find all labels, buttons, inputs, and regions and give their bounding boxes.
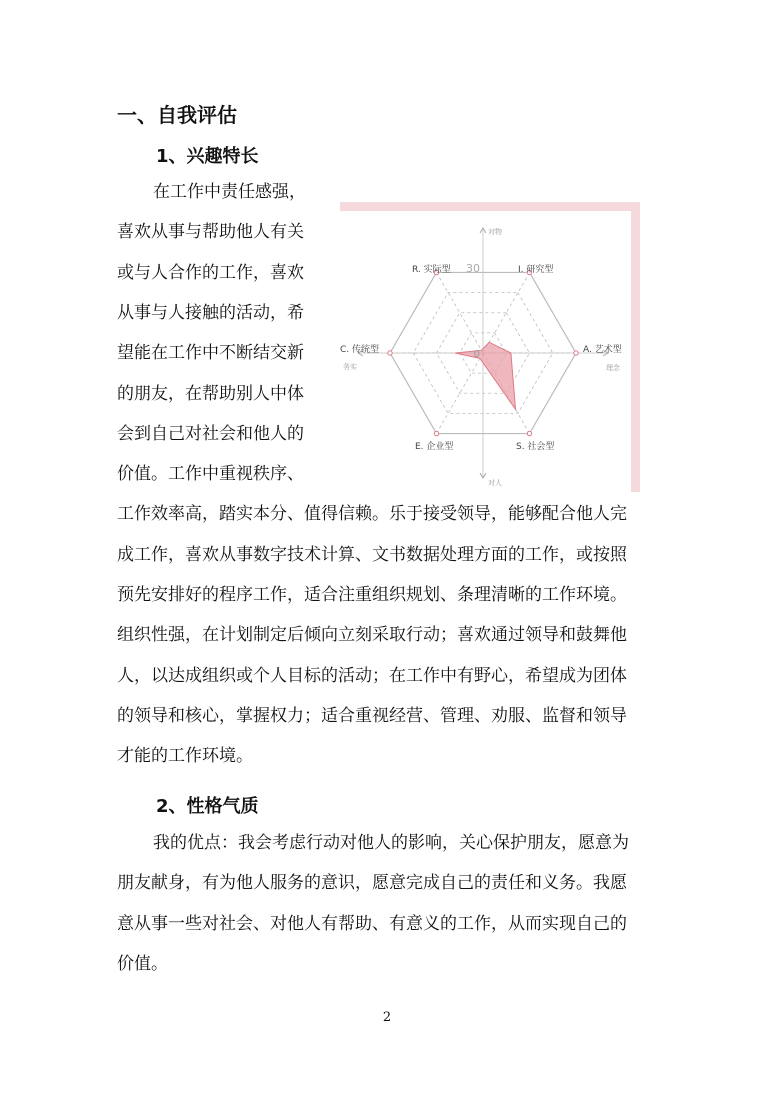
- radar-data-area: [455, 342, 515, 409]
- radar-axis-label: R. 实际型: [412, 265, 451, 275]
- text-line: 从事与人接触的活动，希: [117, 302, 304, 323]
- radar-tick-label: 30: [466, 262, 480, 275]
- text-line: 朋友献身，有为他人服务的意识，愿意完成自己的责任和义务。我愿: [117, 873, 627, 894]
- radar-vertex-marker: [434, 431, 438, 435]
- direction-label-left: 务实: [343, 363, 357, 371]
- direction-label-bottom: 对人: [488, 479, 502, 487]
- text-line: 在工作中责任感强，: [153, 182, 306, 202]
- text-line: 意从事一些对社会、对他人有帮助、有意义的工作，从而实现自己的: [117, 913, 627, 934]
- text-line: 组织性强，在计划制定后倾向立刻采取行动；喜欢通过领导和鼓舞他: [117, 625, 627, 646]
- text-line: 我的优点：我会考虑行动对他人的影响，关心保护朋友，愿意为: [153, 833, 629, 853]
- holland-radar-chart: [340, 218, 630, 488]
- radar-vertex-marker: [574, 351, 578, 355]
- radar-axis-label: A. 艺术型: [583, 345, 622, 355]
- subsection-title-personality: 2、性格气质: [156, 796, 259, 817]
- frame-top-bar: [340, 202, 640, 211]
- radar-axis-label: I. 研究型: [518, 265, 554, 275]
- subsection-title-interests: 1、兴趣特长: [156, 146, 259, 167]
- radar-vertex-marker: [527, 431, 531, 435]
- text-line: 会到自己对社会和他人的: [117, 423, 304, 444]
- text-line: 或与人合作的工作，喜欢: [117, 262, 304, 283]
- text-line: 工作效率高，踏实本分、值得信赖。乐于接受领导，能够配合他人完: [117, 504, 627, 525]
- radar-axis-label: S. 社会型: [516, 442, 555, 452]
- direction-label-top: 对物: [488, 228, 502, 236]
- radar-tick-label: 0: [473, 349, 480, 360]
- text-line: 才能的工作环境。: [117, 746, 253, 767]
- radar-vertex-marker: [388, 351, 392, 355]
- text-line: 喜欢从事与帮助他人有关: [117, 222, 304, 243]
- text-line: 望能在工作中不断结交新: [117, 343, 304, 364]
- text-line: 价值。: [117, 953, 168, 974]
- text-line: 的领导和核心，掌握权力；适合重视经营、管理、劝服、监督和领导: [117, 705, 627, 726]
- section-title: 一、自我评估: [117, 103, 237, 127]
- page-number: 2: [382, 1010, 392, 1025]
- direction-label-right: 理念: [606, 364, 620, 372]
- text-line: 成工作，喜欢从事数字技术计算、文书数据处理方面的工作，或按照: [117, 544, 627, 565]
- text-line: 的朋友，在帮助别人中体: [117, 383, 304, 404]
- radar-axis-label: C. 传统型: [340, 345, 380, 355]
- text-line: 人，以达成组织或个人目标的活动；在工作中有野心，希望成为团体: [117, 665, 627, 686]
- frame-right-bar: [631, 202, 640, 492]
- radar-axis-label: E. 企业型: [415, 442, 454, 452]
- text-line: 价值。工作中重视秩序、: [117, 464, 304, 485]
- text-line: 预先安排好的程序工作，适合注重组织规划、条理清晰的工作环境。: [117, 585, 627, 605]
